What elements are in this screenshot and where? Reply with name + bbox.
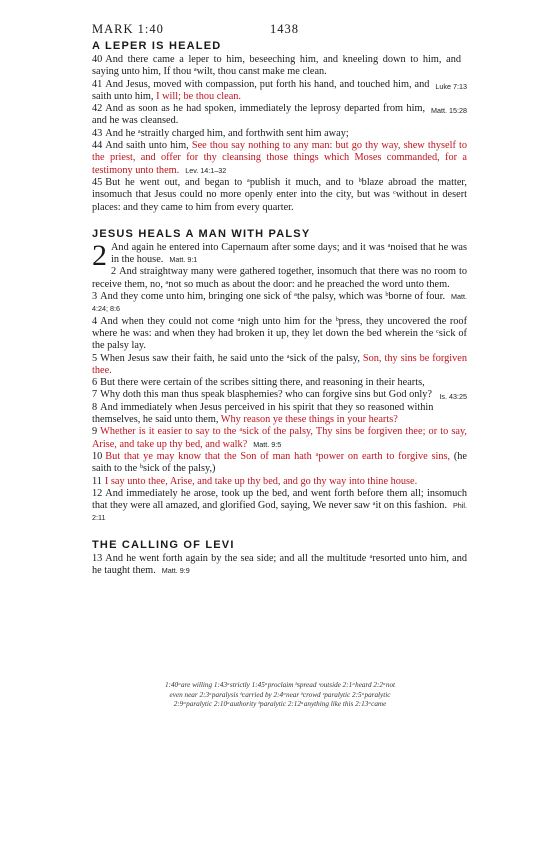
text-column <box>92 40 467 577</box>
verse-number: 13 <box>92 552 103 564</box>
section-heading: JESUS HEALS A MAN WITH PALSY <box>92 227 311 240</box>
verse-text: And saith unto him, <box>105 140 189 152</box>
words-of-christ: Whether is it easier to say to the ᵃsick of the palsy, Thy sins be forgiven thee; or to say, Arise, and take up thy bed, and walk? <box>92 426 467 450</box>
chapter-reference: MARK 1:40 <box>92 22 164 36</box>
verse-number: 10 <box>92 450 103 462</box>
cross-reference: Phil. 2:11 <box>92 501 467 523</box>
verse-text: (he saith to the ᵇsick of the palsy,) <box>92 450 467 475</box>
verse-number: 5 <box>92 352 98 364</box>
words-of-christ: I say unto thee, Arise, and take up thy bed, and go thy way into thine house. <box>104 475 418 487</box>
verse <box>92 54 467 79</box>
verse-text: And there came a leper to him, beseeching him, and kneeling down to him, and saying unto him, If thou ᵃwilt, thou canst make me clean. <box>92 54 461 78</box>
cross-reference: Matt. 15:28 <box>431 106 467 116</box>
verse-number: 6 <box>92 377 98 389</box>
verse-number: 45 <box>92 176 103 188</box>
verse <box>92 402 467 427</box>
verse-text: When Jesus saw their faith, he said unto the ᵃsick of the palsy, <box>100 352 360 364</box>
section-verses <box>92 238 468 525</box>
cross-reference: Luke 7:13 <box>435 81 467 91</box>
verse-text: And immediately he arose, took up the bed, and went forth before them all; insomuch that they were all amazed, and glorified God, saying, We never saw ᵃit on this fashion. <box>92 487 467 512</box>
verse <box>92 553 467 578</box>
page-number: 1438 <box>270 22 299 36</box>
words-of-christ: See thou say nothing to any man: but go thy way, shew thyself to the priest, and offer for thy cleansing those things which Moses commanded, for a testimony unto them. <box>92 140 467 176</box>
verse-number: 44 <box>92 140 103 152</box>
verse <box>92 291 467 316</box>
verse-number: 11 <box>92 475 102 487</box>
verse <box>92 177 467 214</box>
verse-number: 4 <box>92 315 98 327</box>
verse <box>92 79 467 104</box>
verse-text: And straightway many were gathered together, insomuch that there was no room to receive them, no, ᵃnot so much as about the door: and he preached the word unto them. <box>92 266 467 290</box>
verse-number: 41 <box>92 78 103 90</box>
words-of-christ: I will; be thou clean. <box>156 90 242 102</box>
footnote-line: 2:9ᵃparalytic 2:10ᵃauthority ᵇparalytic 2:12ᵃanything like this 2:13ᵃcame <box>173 700 387 709</box>
verse-number: 7 <box>92 389 98 401</box>
words-of-christ: Son, thy sins be forgiven thee. <box>92 352 468 376</box>
verse-number: 3 <box>92 291 98 303</box>
cross-reference: Is. 43:25 <box>439 392 467 402</box>
footnote-line: even near 2:3ᵃparalysis ᵇcarried by 2:4ᵃnear ᵇcrowd ᶜparalytic 2:5ᵃparalytic <box>169 690 391 699</box>
verse-text: And as soon as he had spoken, immediately the leprosy departed from him, and he was cleansed. <box>92 103 426 127</box>
verse-number: 12 <box>92 487 103 499</box>
words-of-christ: Why reason ye these things in your hearts? <box>220 414 398 426</box>
verse <box>92 377 467 389</box>
verse-text: And he ᵃstraitly charged him, and forthwith sent him away; <box>105 127 349 139</box>
running-head <box>92 22 465 38</box>
cross-reference: Matt. 4:24; 8:6 <box>92 292 467 314</box>
verse <box>92 238 467 272</box>
section-heading: A LEPER IS HEALED <box>92 40 222 52</box>
section-heading: THE CALLING OF LEVI <box>92 538 235 551</box>
verse <box>92 266 467 291</box>
verse <box>92 103 467 128</box>
section-verses <box>92 54 467 214</box>
verse-text: But he went out, and began to ᵃpublish it much, and to ᵇblaze abroad the matter, insomuch that Jesus could no more openly enter into the city, but was ᶜwithout in desert places: and they came to him from every quarter. <box>92 176 467 213</box>
section-verses <box>92 553 467 578</box>
chapter-dropcap: 2 <box>92 238 107 272</box>
verse-number: 2 <box>111 266 117 278</box>
verse-text: And they come unto him, bringing one sick of ᵃthe palsy, which was ᵇborne of four. <box>100 291 446 303</box>
verse-text: And immediately when Jesus perceived in his spirit that they so reasoned within themselves, he said unto them, <box>92 401 434 426</box>
footnote-line: 1:40ᵃare willing 1:43ᵃstrictly 1:45ᵃproclaim ᵇspread ᶜoutside 2:1ᵃheard 2:2ᵃnot <box>164 681 396 689</box>
verse <box>92 476 467 488</box>
verse-number: 9 <box>92 426 98 438</box>
verse <box>92 389 467 401</box>
verse-text: And Jesus, moved with compassion, put forth his hand, and touched him, and saith unto him, <box>92 78 430 102</box>
verse <box>92 128 467 140</box>
cross-reference: Matt. 9:9 <box>161 565 190 575</box>
words-of-christ: But that ye may know that the Son of man hath ᵃpower on earth to forgive sins, <box>105 450 451 462</box>
verse <box>92 353 467 378</box>
cross-reference: Matt. 9:1 <box>169 255 198 265</box>
verse <box>92 140 467 177</box>
verse-number: 43 <box>92 127 103 139</box>
verse-number: 8 <box>92 401 98 413</box>
verse <box>92 426 467 451</box>
verse <box>92 316 467 353</box>
verse-text: And when they could not come ᵃnigh unto him for the ᵇpress, they uncovered the roof where he was: and when they had broken it up, they let down the bed wherein the ᶜsick of the palsy lay. <box>92 315 467 352</box>
verse-text: But there were certain of the scribes sitting there, and reasoning in their hearts, <box>100 377 425 389</box>
footnotes <box>110 681 450 710</box>
verse-number: 42 <box>92 103 103 115</box>
verse-text: Why doth this man thus speak blasphemies? who can forgive sins but God only? <box>100 389 432 401</box>
verse <box>92 488 467 525</box>
cross-reference: Matt. 9:5 <box>253 439 282 449</box>
verse-text: And he went forth again by the sea side; and all the multitude ᵃresorted unto him, and he taught them. <box>92 552 467 576</box>
verse-text: And again he entered into Capernaum after some days; and it was ᵃnoised that he was in the house. <box>111 241 467 266</box>
cross-reference: Lev. 14:1–32 <box>185 165 227 175</box>
verse <box>92 451 467 476</box>
verse-number: 40 <box>92 54 103 65</box>
